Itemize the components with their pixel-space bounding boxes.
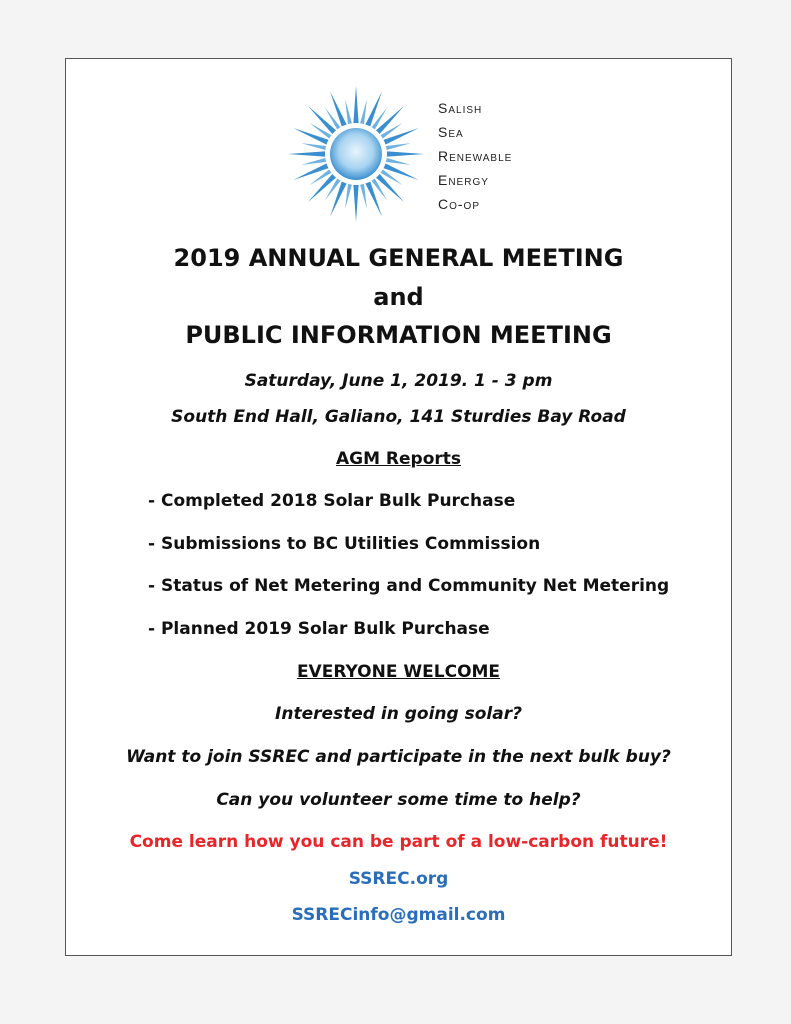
sun-ray bbox=[365, 181, 382, 217]
sun-ray bbox=[385, 158, 411, 165]
event-datetime: Saturday, June 1, 2019. 1 - 3 pm bbox=[244, 371, 553, 391]
logo-line: Renewable bbox=[438, 148, 513, 164]
logo-line: Co-op bbox=[438, 196, 480, 212]
sun-ray bbox=[293, 163, 329, 180]
sun-ray bbox=[360, 183, 367, 209]
logo-line: Energy bbox=[438, 172, 489, 188]
report-item: - Planned 2019 Solar Bulk Purchase bbox=[148, 619, 490, 639]
sun-ray bbox=[360, 99, 367, 125]
sun-ray bbox=[385, 143, 411, 150]
callout-text: Come learn how you can be part of a low-carbon future! bbox=[129, 832, 668, 852]
report-item: - Completed 2018 Solar Bulk Purchase bbox=[148, 491, 516, 511]
sun-ray bbox=[345, 183, 352, 209]
title-line-2: and bbox=[373, 283, 424, 311]
report-item: - Status of Net Metering and Community Net Metering bbox=[148, 576, 670, 596]
logo-wordmark bbox=[438, 96, 512, 216]
logo bbox=[286, 84, 526, 224]
sun-ray bbox=[293, 128, 329, 145]
sun-ray bbox=[365, 91, 382, 127]
logo-line: Sea bbox=[438, 124, 464, 140]
reports-heading: AGM Reports bbox=[335, 449, 462, 469]
title-line-3: PUBLIC INFORMATION MEETING bbox=[185, 321, 612, 349]
sun-ray bbox=[345, 99, 352, 125]
sun-ray bbox=[383, 128, 419, 145]
title-line-1: 2019 ANNUAL GENERAL MEETING bbox=[173, 244, 624, 272]
email-link[interactable]: SSRECinfo@gmail.com bbox=[291, 905, 506, 925]
website-link[interactable]: SSREC.org bbox=[348, 869, 449, 889]
logo-line: Salish bbox=[438, 100, 483, 116]
sun-ray bbox=[330, 181, 347, 217]
question: Interested in going solar? bbox=[275, 704, 522, 724]
sun-ray bbox=[386, 151, 424, 156]
flyer-page bbox=[65, 58, 732, 956]
question: Want to join SSREC and participate in the next bulk buy? bbox=[126, 747, 671, 767]
welcome-heading: EVERYONE WELCOME bbox=[296, 662, 501, 682]
sun-ray bbox=[288, 151, 326, 156]
sun-icon bbox=[286, 84, 426, 224]
sun-ray bbox=[301, 143, 327, 150]
question: Can you volunteer some time to help? bbox=[216, 790, 581, 810]
event-location: South End Hall, Galiano, 141 Sturdies Bay Road bbox=[171, 407, 626, 427]
sun-ray bbox=[353, 86, 358, 124]
sun-ray bbox=[353, 184, 358, 222]
report-item: - Submissions to BC Utilities Commission bbox=[148, 534, 541, 554]
sun-ray bbox=[383, 163, 419, 180]
sun-ray bbox=[301, 158, 327, 165]
sun-ray bbox=[330, 91, 347, 127]
